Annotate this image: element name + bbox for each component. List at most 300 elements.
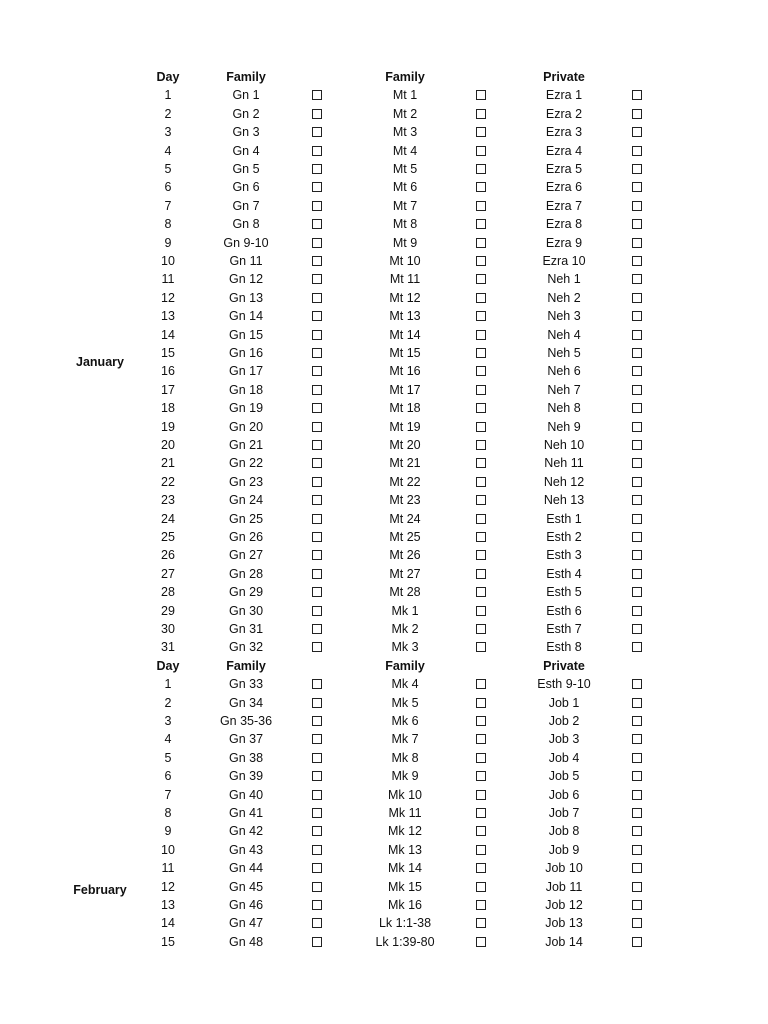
table-row xyxy=(0,528,768,546)
day-number: 1 xyxy=(164,677,172,692)
family-reading-2-checkbox[interactable] xyxy=(476,863,486,873)
family-reading-2-checkbox[interactable] xyxy=(476,90,486,100)
day-number: 12 xyxy=(161,290,175,305)
family-reading-1-checkbox[interactable] xyxy=(312,311,322,321)
family-reading-2: Mk 15 xyxy=(387,879,423,894)
private-reading: Esth 7 xyxy=(546,622,582,636)
day-number: 31 xyxy=(161,640,175,655)
family-reading-2: Mk 2 xyxy=(391,622,419,636)
family-reading-1-checkbox[interactable] xyxy=(312,716,322,726)
family-reading-1: Gn 22 xyxy=(228,456,264,471)
day-number: 21 xyxy=(161,456,175,471)
private-reading: Neh 13 xyxy=(543,493,585,508)
family-reading-2-checkbox[interactable] xyxy=(476,403,486,413)
family-reading-2-checkbox[interactable] xyxy=(476,274,486,284)
family-reading-1: Gn 24 xyxy=(228,493,264,508)
family-reading-1-checkbox[interactable] xyxy=(312,937,322,947)
private-reading: Esth 3 xyxy=(546,548,582,563)
family-reading-1-checkbox[interactable] xyxy=(312,440,322,450)
family-reading-1-checkbox[interactable] xyxy=(312,826,322,836)
family-reading-1-checkbox[interactable] xyxy=(312,918,322,928)
family-reading-1: Gn 3 xyxy=(232,125,260,140)
private-reading-checkbox[interactable] xyxy=(632,550,642,560)
family-reading-2-checkbox[interactable] xyxy=(476,330,486,340)
day-number: 6 xyxy=(164,180,172,195)
family-reading-2: Mt 8 xyxy=(392,217,418,232)
family-header: Family xyxy=(226,70,266,84)
day-number: 5 xyxy=(164,750,172,765)
table-row xyxy=(0,326,768,344)
family-reading-1: Gn 23 xyxy=(228,474,264,489)
family-reading-2: Mt 9 xyxy=(392,235,418,250)
table-row xyxy=(0,804,768,822)
private-reading-checkbox[interactable] xyxy=(632,293,642,303)
family-reading-1-checkbox[interactable] xyxy=(312,550,322,560)
private-reading: Esth 9-10 xyxy=(537,677,591,692)
private-reading: Ezra 5 xyxy=(545,162,583,176)
family-reading-2-checkbox[interactable] xyxy=(476,238,486,248)
family-reading-2-checkbox[interactable] xyxy=(476,366,486,376)
private-reading-checkbox[interactable] xyxy=(632,863,642,873)
day-number: 4 xyxy=(164,143,172,158)
private-reading-checkbox[interactable] xyxy=(632,753,642,763)
family-reading-2-checkbox[interactable] xyxy=(476,918,486,928)
private-reading-checkbox[interactable] xyxy=(632,845,642,855)
family-reading-1-checkbox[interactable] xyxy=(312,366,322,376)
family-reading-1: Gn 21 xyxy=(228,438,264,452)
private-reading: Esth 2 xyxy=(546,530,582,544)
family-reading-2: Mt 13 xyxy=(389,309,421,324)
family-reading-1: Gn 40 xyxy=(228,787,264,802)
table-row xyxy=(0,565,768,583)
family-reading-2: Mt 25 xyxy=(389,530,421,544)
private-reading-checkbox[interactable] xyxy=(632,348,642,358)
table-row xyxy=(0,638,768,656)
family-reading-1: Gn 17 xyxy=(228,364,264,379)
table-row xyxy=(0,418,768,436)
private-reading-checkbox[interactable] xyxy=(632,366,642,376)
family-reading-1: Gn 37 xyxy=(228,732,264,747)
family-reading-2: Mt 19 xyxy=(389,419,421,434)
family-reading-1-checkbox[interactable] xyxy=(312,146,322,156)
family-reading-1-checkbox[interactable] xyxy=(312,219,322,229)
family-header: Family xyxy=(385,70,425,84)
family-reading-2-checkbox[interactable] xyxy=(476,514,486,524)
day-number: 30 xyxy=(161,622,175,636)
private-reading: Neh 9 xyxy=(547,419,581,434)
family-reading-2-checkbox[interactable] xyxy=(476,348,486,358)
family-reading-2-checkbox[interactable] xyxy=(476,679,486,689)
table-row xyxy=(0,270,768,288)
day-number: 1 xyxy=(164,88,172,103)
family-reading-1-checkbox[interactable] xyxy=(312,422,322,432)
day-number: 9 xyxy=(164,235,172,250)
private-reading-checkbox[interactable] xyxy=(632,90,642,100)
private-reading-checkbox[interactable] xyxy=(632,642,642,652)
private-reading-checkbox[interactable] xyxy=(632,716,642,726)
private-reading: Job 5 xyxy=(548,769,580,784)
day-number: 20 xyxy=(161,438,175,452)
day-number: 8 xyxy=(164,217,172,232)
family-reading-1-checkbox[interactable] xyxy=(312,127,322,137)
family-reading-2-checkbox[interactable] xyxy=(476,845,486,855)
family-reading-2-checkbox[interactable] xyxy=(476,477,486,487)
table-row xyxy=(0,381,768,399)
table-row xyxy=(0,197,768,215)
day-header: Day xyxy=(156,658,180,673)
family-reading-2-checkbox[interactable] xyxy=(476,532,486,542)
private-reading-checkbox[interactable] xyxy=(632,274,642,284)
day-number: 24 xyxy=(161,511,175,526)
day-number: 13 xyxy=(161,898,175,912)
table-row xyxy=(0,436,768,454)
family-reading-1-checkbox[interactable] xyxy=(312,458,322,468)
private-reading-checkbox[interactable] xyxy=(632,238,642,248)
private-reading-checkbox[interactable] xyxy=(632,569,642,579)
family-reading-1: Gn 48 xyxy=(228,934,264,949)
table-row xyxy=(0,491,768,509)
day-number: 3 xyxy=(164,125,172,140)
family-reading-2: Mk 9 xyxy=(391,769,419,784)
family-reading-1-checkbox[interactable] xyxy=(312,532,322,542)
family-reading-1: Gn 4 xyxy=(232,143,260,158)
private-header: Private xyxy=(543,658,585,673)
table-row xyxy=(0,289,768,307)
family-reading-1-checkbox[interactable] xyxy=(312,201,322,211)
family-reading-1: Gn 2 xyxy=(232,106,260,121)
family-reading-1-checkbox[interactable] xyxy=(312,698,322,708)
family-reading-1-checkbox[interactable] xyxy=(312,495,322,505)
private-reading-checkbox[interactable] xyxy=(632,219,642,229)
family-reading-2: Mt 24 xyxy=(389,511,421,526)
private-reading-checkbox[interactable] xyxy=(632,587,642,597)
family-reading-2-checkbox[interactable] xyxy=(476,808,486,818)
family-reading-2: Mk 12 xyxy=(387,824,423,839)
family-reading-2-checkbox[interactable] xyxy=(476,201,486,211)
private-reading-checkbox[interactable] xyxy=(632,882,642,892)
table-row xyxy=(0,123,768,141)
family-reading-1: Gn 11 xyxy=(229,254,263,268)
day-number: 14 xyxy=(161,327,175,342)
private-reading-checkbox[interactable] xyxy=(632,109,642,119)
table-row xyxy=(0,178,768,196)
private-reading: Job 7 xyxy=(548,806,580,820)
family-reading-1: Gn 45 xyxy=(228,879,264,894)
family-reading-1-checkbox[interactable] xyxy=(312,274,322,284)
table-row xyxy=(0,454,768,472)
family-reading-2-checkbox[interactable] xyxy=(476,698,486,708)
day-number: 10 xyxy=(161,842,175,857)
family-reading-2: Mt 4 xyxy=(392,143,418,158)
day-number: 6 xyxy=(164,769,172,784)
month-label: January xyxy=(76,355,124,370)
private-reading: Job 8 xyxy=(548,824,580,839)
private-reading: Neh 2 xyxy=(547,290,581,305)
private-reading-checkbox[interactable] xyxy=(632,937,642,947)
family-reading-2-checkbox[interactable] xyxy=(476,826,486,836)
family-reading-1: Gn 20 xyxy=(228,419,264,434)
private-reading-checkbox[interactable] xyxy=(632,201,642,211)
family-reading-1-checkbox[interactable] xyxy=(312,624,322,634)
private-reading: Esth 1 xyxy=(546,511,582,526)
day-number: 12 xyxy=(161,879,175,894)
day-number: 26 xyxy=(161,548,175,563)
family-reading-1: Gn 33 xyxy=(228,677,264,692)
family-reading-2-checkbox[interactable] xyxy=(476,127,486,137)
family-reading-1-checkbox[interactable] xyxy=(312,569,322,579)
family-reading-1: Gn 32 xyxy=(228,640,264,655)
family-reading-1-checkbox[interactable] xyxy=(312,330,322,340)
private-reading: Neh 8 xyxy=(547,401,581,416)
family-reading-2: Mt 14 xyxy=(389,327,421,342)
private-reading: Job 10 xyxy=(545,861,583,876)
family-reading-2-checkbox[interactable] xyxy=(476,311,486,321)
family-reading-2: Mt 12 xyxy=(389,290,421,305)
private-reading-checkbox[interactable] xyxy=(632,606,642,616)
family-reading-2: Mt 18 xyxy=(389,401,421,416)
private-reading: Neh 11 xyxy=(544,456,584,471)
day-number: 7 xyxy=(164,198,172,213)
family-reading-2-checkbox[interactable] xyxy=(476,569,486,579)
family-reading-2-checkbox[interactable] xyxy=(476,495,486,505)
family-reading-1-checkbox[interactable] xyxy=(312,90,322,100)
private-reading: Neh 7 xyxy=(547,382,581,397)
private-reading-checkbox[interactable] xyxy=(632,477,642,487)
day-number: 11 xyxy=(161,861,175,876)
family-reading-1: Gn 14 xyxy=(228,309,264,324)
private-reading-checkbox[interactable] xyxy=(632,826,642,836)
family-reading-2-checkbox[interactable] xyxy=(476,164,486,174)
family-reading-2-checkbox[interactable] xyxy=(476,182,486,192)
family-reading-2: Mk 6 xyxy=(391,714,419,728)
private-reading: Esth 6 xyxy=(546,603,582,618)
family-reading-2: Mt 11 xyxy=(389,272,421,287)
family-reading-2: Mt 20 xyxy=(389,438,421,452)
family-reading-1-checkbox[interactable] xyxy=(312,403,322,413)
private-reading: Ezra 10 xyxy=(542,254,586,268)
private-header: Private xyxy=(543,70,585,84)
family-reading-1-checkbox[interactable] xyxy=(312,293,322,303)
family-reading-2-checkbox[interactable] xyxy=(476,900,486,910)
private-reading-checkbox[interactable] xyxy=(632,311,642,321)
family-reading-2: Mt 2 xyxy=(392,106,418,121)
family-reading-2-checkbox[interactable] xyxy=(476,734,486,744)
family-reading-2-checkbox[interactable] xyxy=(476,937,486,947)
family-reading-1-checkbox[interactable] xyxy=(312,606,322,616)
table-row xyxy=(0,583,768,601)
private-reading: Ezra 9 xyxy=(545,235,583,250)
private-reading-checkbox[interactable] xyxy=(632,808,642,818)
family-reading-1: Gn 9-10 xyxy=(223,235,269,250)
private-reading: Ezra 3 xyxy=(545,125,583,140)
private-reading-checkbox[interactable] xyxy=(632,182,642,192)
family-reading-1: Gn 35-36 xyxy=(219,714,273,728)
family-reading-2: Mk 1 xyxy=(391,603,419,618)
private-reading-checkbox[interactable] xyxy=(632,330,642,340)
family-reading-2: Mt 1 xyxy=(392,88,418,103)
day-number: 7 xyxy=(164,787,172,802)
private-reading-checkbox[interactable] xyxy=(632,495,642,505)
table-row xyxy=(0,252,768,270)
table-row xyxy=(0,215,768,233)
private-reading-checkbox[interactable] xyxy=(632,514,642,524)
day-number: 4 xyxy=(164,732,172,747)
family-reading-2: Mk 14 xyxy=(387,861,423,876)
private-reading-checkbox[interactable] xyxy=(632,790,642,800)
table-row xyxy=(0,546,768,564)
family-reading-2-checkbox[interactable] xyxy=(476,440,486,450)
private-reading-checkbox[interactable] xyxy=(632,458,642,468)
table-row xyxy=(0,105,768,123)
family-reading-1: Gn 6 xyxy=(232,180,260,195)
family-reading-1-checkbox[interactable] xyxy=(312,845,322,855)
private-reading-checkbox[interactable] xyxy=(632,734,642,744)
table-row xyxy=(0,307,768,325)
private-reading: Job 3 xyxy=(548,732,580,747)
day-number: 11 xyxy=(161,272,175,287)
private-reading: Job 2 xyxy=(548,714,580,728)
family-reading-2: Mk 10 xyxy=(387,787,423,802)
family-reading-1: Gn 27 xyxy=(228,548,264,563)
day-number: 9 xyxy=(164,824,172,839)
private-reading-checkbox[interactable] xyxy=(632,771,642,781)
family-reading-1-checkbox[interactable] xyxy=(312,882,322,892)
family-reading-2-checkbox[interactable] xyxy=(476,642,486,652)
private-reading-checkbox[interactable] xyxy=(632,918,642,928)
family-reading-2-checkbox[interactable] xyxy=(476,606,486,616)
private-reading: Neh 12 xyxy=(543,474,585,489)
family-reading-1-checkbox[interactable] xyxy=(312,863,322,873)
private-reading-checkbox[interactable] xyxy=(632,422,642,432)
family-reading-1-checkbox[interactable] xyxy=(312,642,322,652)
family-reading-1: Gn 15 xyxy=(228,327,264,342)
private-reading-checkbox[interactable] xyxy=(632,698,642,708)
family-reading-2-checkbox[interactable] xyxy=(476,422,486,432)
family-reading-1-checkbox[interactable] xyxy=(312,808,322,818)
family-reading-2: Mk 16 xyxy=(387,898,423,912)
private-reading-checkbox[interactable] xyxy=(632,164,642,174)
family-reading-1: Gn 31 xyxy=(228,622,264,636)
day-number: 28 xyxy=(161,585,175,600)
family-reading-2-checkbox[interactable] xyxy=(476,219,486,229)
family-reading-2: Mt 22 xyxy=(389,474,421,489)
private-reading-checkbox[interactable] xyxy=(632,256,642,266)
private-reading: Ezra 7 xyxy=(545,198,583,213)
family-reading-1: Gn 47 xyxy=(228,916,264,931)
private-reading: Ezra 8 xyxy=(545,217,583,232)
private-reading-checkbox[interactable] xyxy=(632,624,642,634)
family-reading-2-checkbox[interactable] xyxy=(476,146,486,156)
family-reading-1-checkbox[interactable] xyxy=(312,790,322,800)
family-reading-2-checkbox[interactable] xyxy=(476,550,486,560)
family-reading-2: Mt 10 xyxy=(389,254,421,268)
family-reading-2-checkbox[interactable] xyxy=(476,587,486,597)
table-row xyxy=(0,933,768,951)
family-reading-1-checkbox[interactable] xyxy=(312,348,322,358)
family-reading-1-checkbox[interactable] xyxy=(312,753,322,763)
family-reading-2-checkbox[interactable] xyxy=(476,753,486,763)
family-reading-2: Mk 4 xyxy=(391,677,419,692)
private-reading: Neh 1 xyxy=(547,272,581,287)
family-reading-1-checkbox[interactable] xyxy=(312,679,322,689)
private-reading: Ezra 2 xyxy=(545,106,583,121)
table-row xyxy=(0,602,768,620)
family-reading-1: Gn 39 xyxy=(228,769,264,784)
private-reading-checkbox[interactable] xyxy=(632,385,642,395)
table-row xyxy=(0,841,768,859)
private-reading: Ezra 1 xyxy=(545,88,583,103)
family-reading-2-checkbox[interactable] xyxy=(476,256,486,266)
private-reading: Neh 5 xyxy=(547,346,581,360)
day-number: 29 xyxy=(161,603,175,618)
family-reading-1: Gn 18 xyxy=(228,382,264,397)
family-reading-1-checkbox[interactable] xyxy=(312,514,322,524)
private-reading-checkbox[interactable] xyxy=(632,532,642,542)
family-reading-2-checkbox[interactable] xyxy=(476,385,486,395)
private-reading: Esth 5 xyxy=(546,585,582,600)
private-reading-checkbox[interactable] xyxy=(632,127,642,137)
family-reading-2-checkbox[interactable] xyxy=(476,293,486,303)
family-reading-1-checkbox[interactable] xyxy=(312,587,322,597)
day-number: 14 xyxy=(161,916,175,931)
family-reading-1: Gn 25 xyxy=(228,511,264,526)
day-number: 16 xyxy=(161,364,175,379)
family-reading-1-checkbox[interactable] xyxy=(312,164,322,174)
private-reading: Neh 3 xyxy=(547,309,581,324)
family-reading-1-checkbox[interactable] xyxy=(312,182,322,192)
day-number: 18 xyxy=(161,401,175,416)
table-row xyxy=(0,399,768,417)
family-reading-2: Mt 16 xyxy=(389,364,421,379)
private-reading: Job 11 xyxy=(545,879,583,894)
private-reading-checkbox[interactable] xyxy=(632,900,642,910)
table-row xyxy=(0,694,768,712)
day-number: 22 xyxy=(161,474,175,489)
family-reading-2-checkbox[interactable] xyxy=(476,790,486,800)
private-reading: Neh 4 xyxy=(547,327,581,342)
family-reading-1-checkbox[interactable] xyxy=(312,734,322,744)
family-reading-2: Mt 28 xyxy=(389,585,421,600)
family-reading-1: Gn 16 xyxy=(228,346,264,360)
family-reading-2-checkbox[interactable] xyxy=(476,716,486,726)
family-reading-1-checkbox[interactable] xyxy=(312,256,322,266)
family-reading-2-checkbox[interactable] xyxy=(476,109,486,119)
family-reading-2-checkbox[interactable] xyxy=(476,624,486,634)
family-reading-2: Mt 6 xyxy=(392,180,418,195)
day-number: 15 xyxy=(161,934,175,949)
private-reading-checkbox[interactable] xyxy=(632,440,642,450)
private-reading-checkbox[interactable] xyxy=(632,403,642,413)
family-reading-1-checkbox[interactable] xyxy=(312,238,322,248)
family-reading-1-checkbox[interactable] xyxy=(312,477,322,487)
family-reading-1-checkbox[interactable] xyxy=(312,771,322,781)
family-reading-2-checkbox[interactable] xyxy=(476,882,486,892)
day-header: Day xyxy=(156,70,180,84)
table-row xyxy=(0,730,768,748)
family-reading-1: Gn 42 xyxy=(228,824,264,839)
private-reading-checkbox[interactable] xyxy=(632,679,642,689)
family-reading-1-checkbox[interactable] xyxy=(312,900,322,910)
header-row xyxy=(0,68,768,86)
private-reading-checkbox[interactable] xyxy=(632,146,642,156)
family-reading-2-checkbox[interactable] xyxy=(476,771,486,781)
family-reading-2: Mt 27 xyxy=(389,566,421,581)
family-reading-1-checkbox[interactable] xyxy=(312,385,322,395)
table-row xyxy=(0,86,768,104)
family-reading-2-checkbox[interactable] xyxy=(476,458,486,468)
family-header: Family xyxy=(385,658,425,673)
family-reading-1-checkbox[interactable] xyxy=(312,109,322,119)
